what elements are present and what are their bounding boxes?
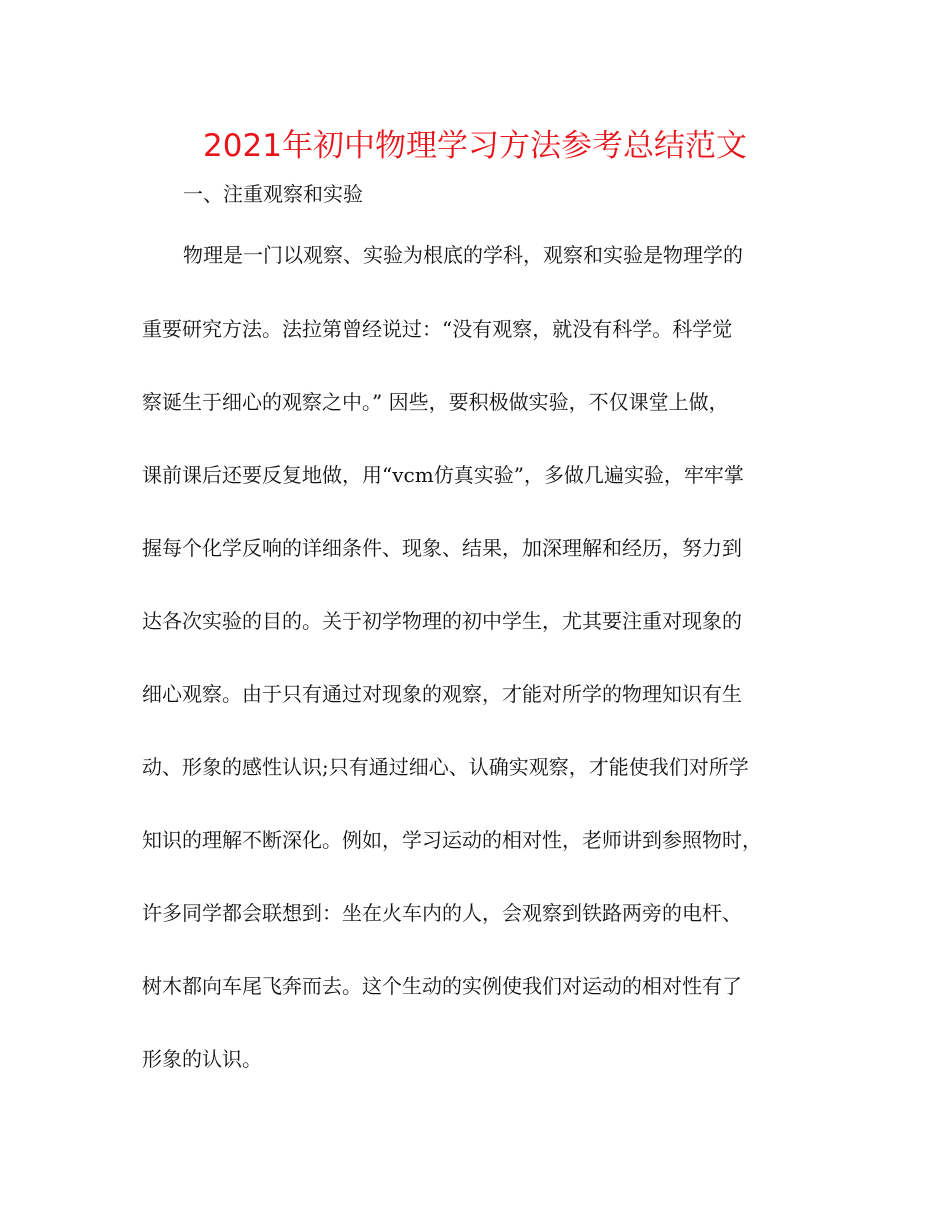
paragraph-line: 许多同学都会联想到：坐在火车内的人，会观察到铁路两旁的电杆、 [142, 901, 742, 925]
paragraph-line: 重要研究方法。法拉第曾经说过：“没有观察，就没有科学。科学觉 [142, 317, 733, 341]
paragraph-line: 课前课后还要反复地做，用“vcm仿真实验”，多做几遍实验，牢牢掌 [142, 463, 744, 487]
paragraph-line: 知识的理解不断深化。例如，学习运动的相对性，老师讲到参照物时， [142, 828, 762, 852]
paragraph-line: 细心观察。由于只有通过对现象的观察，才能对所学的物理知识有生 [142, 682, 742, 706]
section-heading: 一、注重观察和实验 [183, 182, 363, 206]
paragraph-line: 形象的认识。 [142, 1047, 262, 1071]
paragraph-line: 察诞生于细心的观察之中。” 因些，要积极做实验，不仅课堂上做， [142, 390, 729, 414]
document-title: 2021年初中物理学习方法参考总结范文 [203, 128, 747, 164]
paragraph-line: 物理是一门以观察、实验为根底的学科，观察和实验是物理学的 [183, 243, 743, 267]
paragraph-line: 达各次实验的目的。关于初学物理的初中学生，尤其要注重对现象的 [142, 609, 742, 633]
paragraph-line: 动、形象的感性认识;只有通过细心、认确实观察，才能使我们对所学 [142, 755, 749, 779]
paragraph-line: 树木都向车尾飞奔而去。这个生动的实例使我们对运动的相对性有了 [142, 974, 742, 998]
paragraph-line: 握每个化学反响的详细条件、现象、结果，加深理解和经历，努力到 [142, 536, 742, 560]
